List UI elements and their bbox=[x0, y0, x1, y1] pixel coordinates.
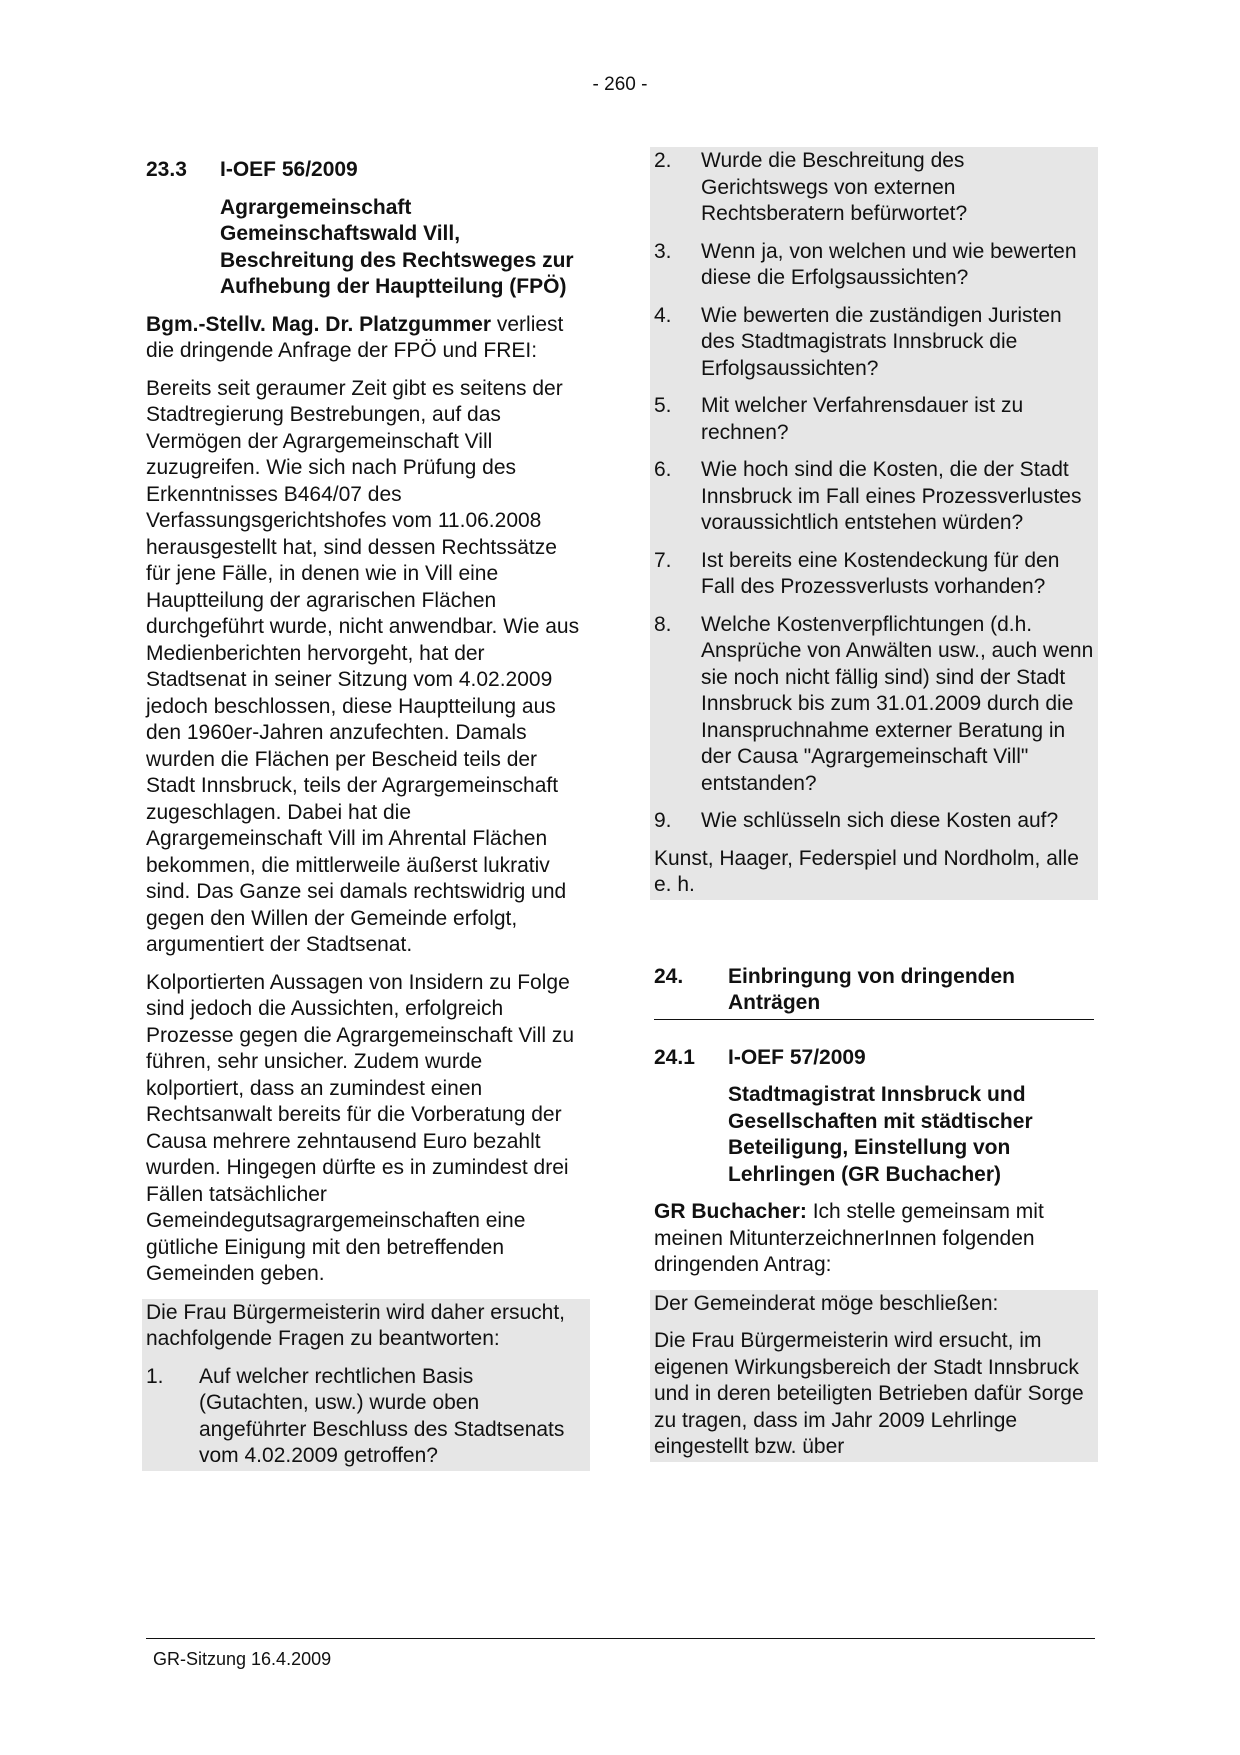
question-number: 8. bbox=[654, 612, 672, 636]
item-heading-24-1 bbox=[654, 1045, 1094, 1072]
item-title: Stadtmagistrat Innsbruck und Gesellschaften mit städtischer Beteiligung, Einstellung von Lehrlingen (GR Buchacher) bbox=[728, 1083, 1033, 1186]
signatories: Kunst, Haager, Federspiel und Nordholm, alle e. h. bbox=[654, 846, 1079, 896]
question-item bbox=[654, 303, 1094, 383]
left-column bbox=[146, 157, 586, 1471]
question-text: Wurde die Beschreitung des Gerichtswegs von externen Rechtsberatern befürwortet? bbox=[701, 149, 968, 225]
question-item bbox=[146, 1364, 586, 1470]
speaker-text: Ich stelle gemeinsam mit meinen MitunterzeichnerInnen folgenden dringenden Antrag: bbox=[654, 1200, 1044, 1276]
question-text: Auf welcher rechtlichen Basis (Gutachten, usw.) wurde oben angeführter Beschluss des Stadtsenats vom 4.02.2009 getroffen? bbox=[199, 1364, 565, 1467]
item-number: 24.1 bbox=[654, 1045, 695, 1069]
item-number: 23.3 bbox=[146, 158, 187, 181]
question-text: Welche Kostenverpflichtungen (d.h. Ansprüche von Anwälten usw., auch wenn sie noch nicht fällig sind) sind der Stadt Innsbruck bis zum 31.01.2009 durch die Inanspruchnahme externer Beratung in der Causa "Agrargemeinschaft Vill" entstanden? bbox=[701, 612, 1094, 795]
question-item bbox=[654, 393, 1094, 446]
speaker-paragraph bbox=[146, 312, 586, 365]
section-title: Einbringung von dringenden Anträgen bbox=[728, 964, 1015, 1014]
question-text: Wie bewerten die zuständigen Juristen des Stadtmagistrats Innsbruck die Erfolgsaussichten? bbox=[701, 303, 1062, 380]
motion-block bbox=[650, 1290, 1098, 1462]
section-heading-24 bbox=[654, 964, 1094, 1020]
right-column bbox=[654, 147, 1094, 1462]
speaker-paragraph bbox=[654, 1199, 1094, 1279]
question-text: Wie hoch sind die Kosten, die der Stadt Innsbruck im Fall eines Prozessverlustes voraussichtlich entstehen würden? bbox=[701, 458, 1082, 534]
question-item bbox=[654, 457, 1094, 537]
body-paragraph-1: Bereits seit geraumer Zeit gibt es seitens der Stadtregierung Bestrebungen, auf das Vermögen der Agrargemeinschaft Vill zuzugreifen. Wie sich nach Prüfung des Erkenntnisses B464/07 des Verfassungsgerichtshofes vom 11.06.2008 herausgestellt hat, sind dessen Rechtssätze für jene Fälle, in denen wie in Vill eine Hauptteilung der agrarischen Flächen durchgeführt wurde, nicht anwendbar. Wie aus Medienberichten hervorgeht, hat der Stadtsenat in seiner Sitzung vom 4.02.2009 jedoch beschlossen, diese Hauptteilung aus den 1960er-Jahren anzufechten. Damals wurden die Flächen per Bescheid teils der Stadt Innsbruck, teils der Agrargemeinschaft zugeschlagen. Dabei hat die Agrargemeinschaft Vill im Ahrental Flächen bekommen, die mittlerweile äußerst lukrativ sind. Das Ganze sei damals rechtswidrig und gegen den Willen der Gemeinde erfolgt, argumentiert der Stadtsenat. bbox=[146, 376, 580, 956]
question-number: 9. bbox=[654, 809, 672, 832]
question-number: 3. bbox=[654, 239, 672, 263]
item-code: I-OEF 57/2009 bbox=[728, 1045, 866, 1069]
footer-divider bbox=[146, 1638, 1095, 1639]
question-list-right bbox=[654, 148, 1094, 835]
section-number: 24. bbox=[654, 964, 684, 988]
question-number: 1. bbox=[146, 1364, 164, 1388]
item-heading-23-3 bbox=[146, 157, 586, 184]
motion-intro: Der Gemeinderat möge beschließen: bbox=[654, 1291, 999, 1315]
question-number: 2. bbox=[654, 149, 672, 172]
item-code: I-OEF 56/2009 bbox=[220, 158, 358, 181]
question-number: 7. bbox=[654, 548, 672, 572]
question-item bbox=[654, 612, 1094, 798]
speaker-name: Bgm.-Stellv. Mag. Dr. Platzgummer bbox=[146, 312, 492, 336]
motion-text: Die Frau Bürgermeisterin wird ersucht, im eigenen Wirkungsbereich der Stadt Innsbruck und in deren beteiligten Betrieben dafür Sorge zu tragen, dass im Jahr 2009 Lehrlinge eingestellt bzw. über bbox=[654, 1329, 1084, 1458]
question-number: 5. bbox=[654, 394, 672, 417]
question-item bbox=[654, 148, 1094, 228]
question-block-left bbox=[142, 1299, 590, 1471]
question-item bbox=[654, 808, 1094, 835]
question-text: Ist bereits eine Kostendeckung für den Fall des Prozessverlusts vorhanden? bbox=[701, 548, 1060, 598]
body-paragraph-2: Kolportierten Aussagen von Insidern zu Folge sind jedoch die Aussichten, erfolgreich Prozesse gegen die Agrargemeinschaft Vill zu führen, sehr unsicher. Zudem wurde kolportiert, dass an zumindest einen Rechtsanwalt bereits für die Vorberatung der Causa mehrere zehntausend Euro bezahlt wurden. Hingegen dürfte es in zumindest drei Fällen tatsächlicher Gemeindegutsagrargemeinschaften eine gütliche Einigung mit den betreffenden Gemeinden geben. bbox=[146, 970, 575, 1285]
item-title: Agrargemeinschaft Gemeinschaftswald Vill, Beschreitung des Rechtsweges zur Aufhebung der Hauptteilung (FPÖ) bbox=[220, 195, 574, 298]
request-text: Die Frau Bürgermeisterin wird daher ersucht, nachfolgende Fragen zu beantworten: bbox=[146, 1300, 565, 1350]
speaker-text: verliest die dringende Anfrage der FPÖ und FREI: bbox=[146, 312, 564, 362]
speaker-name: GR Buchacher: bbox=[654, 1200, 807, 1223]
question-list-left bbox=[146, 1364, 586, 1470]
footer-text: GR-Sitzung 16.4.2009 bbox=[153, 1649, 332, 1669]
question-text: Wenn ja, von welchen und wie bewerten diese die Erfolgsaussichten? bbox=[701, 239, 1077, 289]
question-block-right bbox=[650, 147, 1098, 900]
page-number: - 260 - bbox=[592, 74, 648, 95]
question-text: Wie schlüsseln sich diese Kosten auf? bbox=[701, 809, 1059, 832]
question-number: 4. bbox=[654, 303, 672, 327]
question-item bbox=[654, 548, 1094, 601]
question-item bbox=[654, 239, 1094, 292]
question-number: 6. bbox=[654, 458, 672, 481]
question-text: Mit welcher Verfahrensdauer ist zu rechnen? bbox=[701, 394, 1024, 444]
